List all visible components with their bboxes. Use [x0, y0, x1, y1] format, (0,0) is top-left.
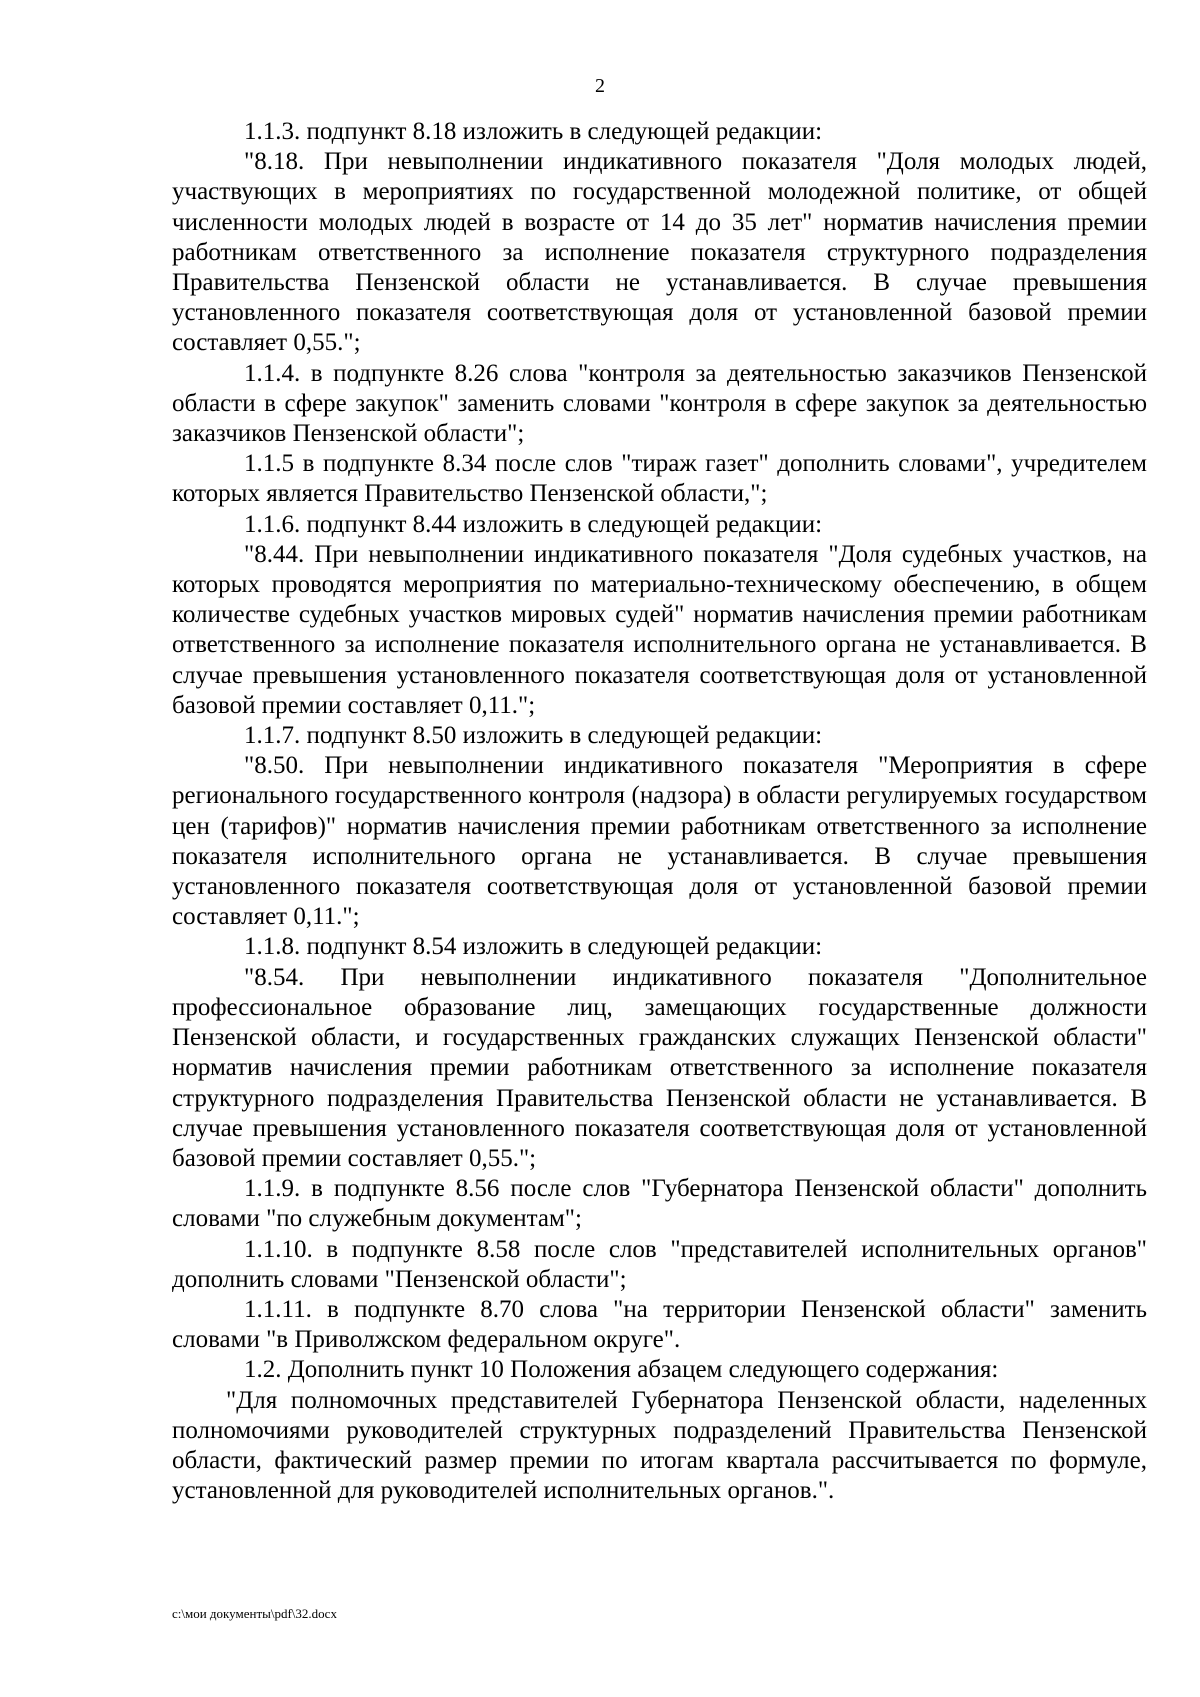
paragraph-1-1-10: 1.1.10. в подпункте 8.58 после слов "представителей исполнительных органов" дополнить словами "Пензенской области";	[172, 1235, 1147, 1293]
paragraph-1-1-8: 1.1.8. подпункт 8.54 изложить в следующей редакции:	[244, 933, 823, 961]
paragraph-1-1-3: 1.1.3. подпункт 8.18 изложить в следующей редакции:	[244, 118, 823, 145]
paragraph-1-1-9: 1.1.9. в подпункте 8.56 после слов "Губернатора Пензенской области" дополнить словами "по служебным документам";	[172, 1175, 1147, 1233]
paragraph-1-1-11: 1.1.11. в подпункте 8.70 слова "на территории Пензенской области" заменить словами "в Приволжском федеральном округе".	[172, 1295, 1147, 1354]
document-body	[172, 117, 1147, 1506]
paragraph-8-18-text: "8.18. При невыполнении индикативного показателя "Доля молодых людей, участвующих в мероприятиях по государственной молодежной политике, от общей численности молодых людей в возрасте от 14 до 35 лет" норматив начисления премии работникам ответственного за исполнение показателя структурного подразделения Правительства Пензенской области не устанавливается. В случае превышения установленного показателя соответствующая доля от установленной базовой премии составляет 0,55.";	[172, 148, 1147, 357]
paragraph-8-54-text: "8.54. При невыполнении индикативного показателя "Дополнительное профессиональное образование лиц, замещающих государственные должности Пензенской области, и государственных гражданских служащих Пензенской области" норматив начисления премии работникам ответственного за исполнение показателя структурного подразделения Правительства Пензенской области не устанавливается. В случае превышения установленного показателя соответствующая доля от установленной базовой премии составляет 0,55.";	[172, 963, 1147, 1172]
paragraph-1-1-6: 1.1.6. подпункт 8.44 изложить в следующей редакции:	[244, 510, 823, 538]
paragraph-1-1-7: 1.1.7. подпункт 8.50 изложить в следующей редакции:	[244, 722, 823, 750]
paragraph-8-44-text: "8.44. При невыполнении индикативного показателя "Доля судебных участков, на которых проводятся мероприятия по материально-техническому обеспечению, в общем количестве судебных участков мировых судей" норматив начисления премии работникам ответственного за исполнение показателя исполнительного органа не устанавливается. В случае превышения установленного показателя соответствующая доля от установленной базовой премии составляет 0,11.";	[172, 540, 1147, 719]
page-number: 2	[595, 75, 605, 97]
paragraph-paragraph-10-text: "Для полномочных представителей Губернатора Пензенской области, наделенных полномочиями руководителей структурных подразделений Правительства Пензенской области, фактический размер премии по итогам квартала рассчитывается по формуле, установленной для руководителей исполнительных органов.".	[172, 1386, 1147, 1505]
paragraph-1-1-5: 1.1.5 в подпункте 8.34 после слов "тираж газет" дополнить словами", учредителем которых является Правительство Пензенской области,";	[172, 450, 1147, 508]
footer-file-path: c:\мои документы\pdf\32.docx	[172, 1606, 337, 1621]
paragraph-8-50-text: "8.50. При невыполнении индикативного показателя "Мероприятия в сфере регионального государственного контроля (надзора) в области регулируемых государством цен (тарифов)" норматив начисления премии работникам ответственного за исполнение показателя исполнительного органа не устанавливается. В случае превышения установленного показателя соответствующая доля от установленной базовой премии составляет 0,11.";	[172, 752, 1147, 931]
paragraph-1-1-4: 1.1.4. в подпункте 8.26 слова "контроля за деятельностью заказчиков Пензенской области в сфере закупок" заменить словами "контроля в сфере закупок за деятельностью заказчиков Пензенской области";	[172, 359, 1147, 448]
paragraph-1-2: 1.2. Дополнить пункт 10 Положения абзацем следующего содержания:	[244, 1356, 999, 1384]
